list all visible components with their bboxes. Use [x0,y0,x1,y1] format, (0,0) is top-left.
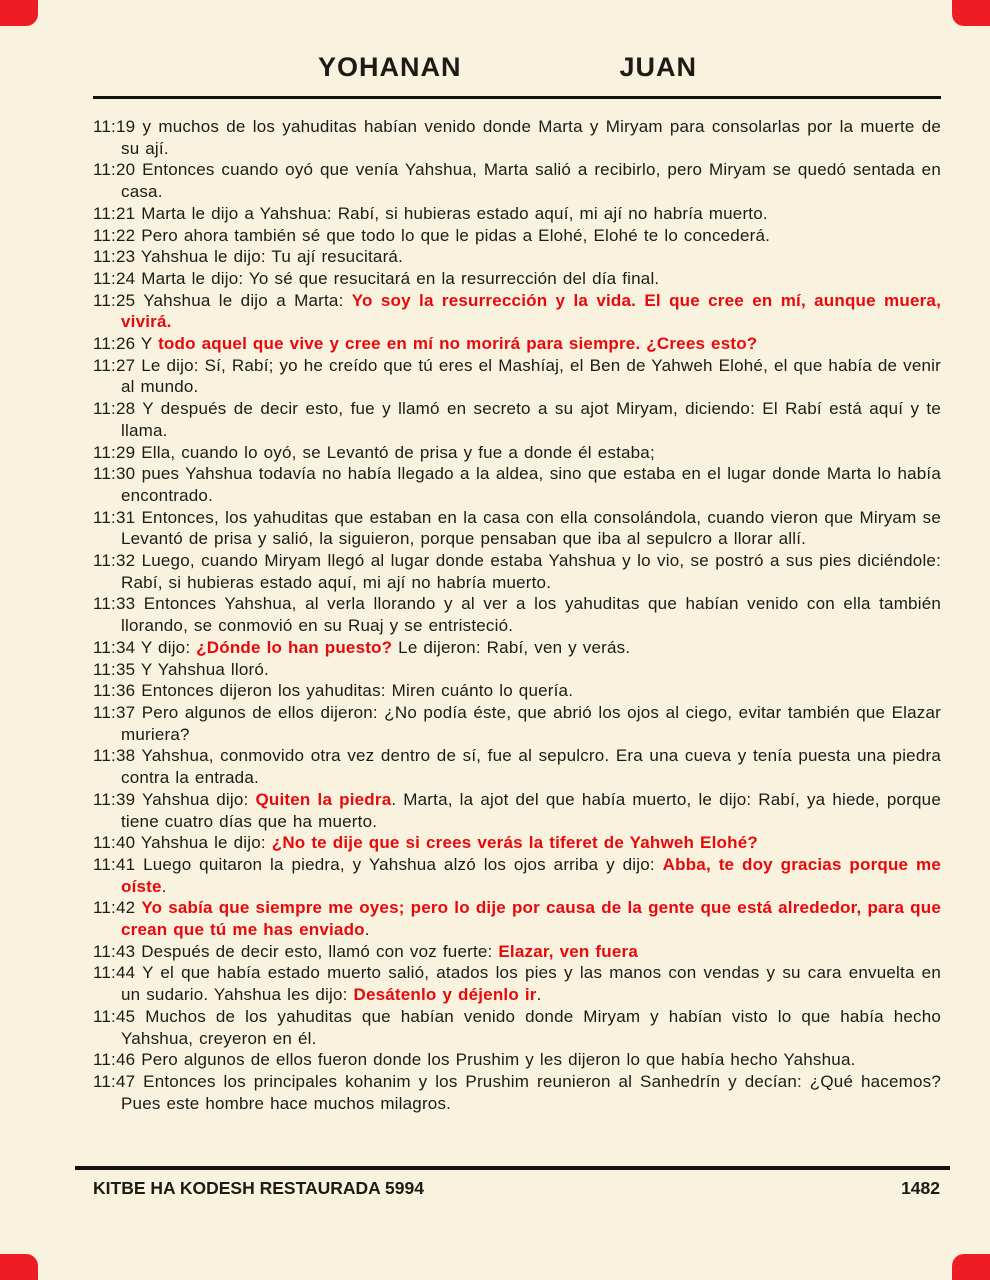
verse-number: 11:44 [93,963,143,983]
verse-number: 11:41 [93,854,144,874]
edition-title: KITBE HA KODESH RESTAURADA 5994 [93,1178,424,1198]
verse-number: 11:25 [93,290,144,310]
verse-list [93,116,941,1114]
verse-number: 11:40 [93,833,141,853]
highlighted-text: Abba, te doy gracias porque me oíste [121,854,941,896]
verse [93,550,941,593]
verse-text: Y después de decir esto, fue y llamó en secreto a su ajot Miryam, diciendo: El Rabí está aquí y te llama. [121,399,941,440]
verse [93,203,941,225]
verse-number: 11:24 [93,268,142,288]
verse-number: 11:20 [93,160,143,180]
verse [93,225,941,247]
verse-text: Y dijo: [140,637,197,657]
verse-number: 11:39 [93,789,142,809]
highlighted-text: todo aquel que vive y cree en mí no morirá para siempre. ¿Crees esto? [158,334,758,354]
verse-number: 11:46 [93,1050,142,1070]
verse-number: 11:33 [93,594,144,614]
verse-number: 11:34 [93,637,141,657]
highlighted-text: Yo sabía que siempre me oyes; pero lo dije por causa de la gente que está alrededor, para que crean que tú me has enviado [121,898,942,940]
verse [93,442,941,464]
verse-text: Yahshua, conmovido otra vez dentro de sí, fue al sepulcro. Era una cueva y tenía puesta una piedra contra la entrada. [121,746,942,788]
highlighted-text: ¿Dónde lo han puesto? [196,637,393,657]
verse-number: 11:30 [93,464,142,484]
verse [93,659,941,681]
highlighted-text: Yo soy la resurrección y la vida. El que cree en mí, aunque muera, vivirá. [121,290,941,332]
verse-text: Pero ahora también sé que todo lo que le pidas a Elohé, Elohé te lo concederá. [141,225,771,245]
corner-decoration-top-right [952,0,990,26]
verse [93,832,941,854]
verse-text: Y Yahshua lloró. [140,659,269,679]
header-rule [93,96,941,99]
page-body [93,0,941,1114]
verse-number: 11:27 [93,355,142,375]
page-footer [75,1166,950,1199]
verse [93,897,941,940]
verse-text: Marta le dijo a Yahshua: Rabí, si hubieras estado aquí, mi ají no habría muerto. [141,203,768,223]
verse-number: 11:28 [93,399,143,419]
verse-number: 11:21 [93,203,142,223]
verse-text: . [161,876,167,896]
verse-text: Luego quitaron la piedra, y Yahshua alzó los ojos arriba y dijo: [143,854,663,874]
verse-text: Pero algunos de ellos dijeron: ¿No podía éste, que abrió los ojos al ciego, evitar también que Elazar muriera? [121,702,942,744]
page-number: 1482 [901,1178,940,1198]
verse-number: 11:23 [93,247,141,267]
verse-number: 11:37 [93,702,142,722]
verse-text: Luego, cuando Miryam llegó al lugar donde estaba Yahshua y lo vio, se postró a sus pies diciéndole: Rabí, si hubieras estado aquí, mi ají no habría muerto. [121,551,942,592]
verse [93,1049,941,1071]
header-title-row [93,52,941,82]
verse-text: Después de decir esto, llamó con voz fuerte: [141,941,499,961]
verse-number: 11:42 [93,898,142,918]
verse [93,593,941,636]
verse [93,290,941,333]
verse-number: 11:19 [93,117,143,136]
verse-text: Entonces dijeron los yahuditas: Miren cuánto lo quería. [141,681,574,701]
verse-text: pues Yahshua todavía no había llegado a la aldea, sino que estaba en el lugar donde Marta lo había encontrado. [121,464,942,505]
verse [93,246,941,268]
verse [93,745,941,788]
highlighted-text: Elazar, ven fuera [498,941,638,961]
corner-decoration-bottom-left [0,1254,38,1280]
verse [93,398,941,441]
verse [93,507,941,550]
verse-number: 11:31 [93,507,142,527]
highlighted-text: Quiten la piedra [255,789,392,809]
verse-number: 11:29 [93,442,142,462]
verse [93,159,941,202]
verse [93,355,941,398]
verse-text: Entonces, los yahuditas que estaban en la casa con ella consolándola, cuando vieron que Miryam se Levantó de prisa y salió, la siguieron, porque pensaban que iba al sepulcro a llorar allí. [121,507,941,549]
book-title-spanish: JUAN [619,52,698,82]
verse [93,333,941,355]
verse [93,680,941,702]
verse-number: 11:38 [93,746,142,766]
verse [93,463,941,506]
verse [93,1071,941,1114]
verse-number: 11:35 [93,659,141,679]
verse [93,702,941,745]
corner-decoration-bottom-right [952,1254,990,1280]
verse-text: . [536,985,542,1005]
verse [93,854,941,897]
verse-text: Muchos de los yahuditas que habían venido donde Miryam y habían visto lo que había hecho Yahshua, creyeron en él. [121,1006,942,1048]
verse-number: 11:36 [93,681,142,701]
verse-text: Marta le dijo: Yo sé que resucitará en la resurrección del día final. [141,268,660,288]
page-header [93,0,941,99]
verse-text: Le dijeron: Rabí, ven y verás. [392,637,631,657]
verse-number: 11:22 [93,225,142,245]
verse-text: Entonces los principales kohanim y los Prushim reunieron al Sanhedrín y decían: ¿Qué hacemos? Pues este hombre hace muchos milagros. [121,1071,942,1113]
footer-row [75,1170,950,1199]
verse-text: y muchos de los yahuditas habían venido donde Marta y Miryam para consolarlas por la muerte de su ají. [121,117,942,158]
verse [93,637,941,659]
verse-text: Entonces cuando oyó que venía Yahshua, Marta salió a recibirlo, pero Miryam se quedó sentada en casa. [121,160,941,202]
verse-text: Yahshua le dijo: Tu ají resucitará. [140,247,404,267]
verse-text: . [364,920,370,940]
verse-text: Entonces Yahshua, al verla llorando y al ver a los yahuditas que habían venido con ella también llorando, se conmovió en su Ruaj y se entristeció. [121,594,941,636]
verse [93,1006,941,1049]
verse [93,789,941,832]
verse-number: 11:43 [93,941,142,961]
highlighted-text: ¿No te dije que si crees verás la tiferet de Yahweh Elohé? [271,833,758,853]
verse-number: 11:26 [93,334,141,354]
verse-text: Y [140,334,159,354]
highlighted-text: Desátenlo y déjenlo ir [353,985,537,1005]
verse-text: Y el que había estado muerto salió, atados los pies y las manos con vendas y su cara envuelta en un sudario. Yahshua les dijo: [121,963,941,1005]
corner-decoration-top-left [0,0,38,26]
verse-text: Le dijo: Sí, Rabí; yo he creído que tú eres el Mashíaj, el Ben de Yahweh Elohé, el que había de venir al mundo. [121,355,941,397]
verse-number: 11:32 [93,551,142,571]
verse [93,116,941,159]
verse-text: Yahshua dijo: [142,789,256,809]
verse-text: Pero algunos de ellos fueron donde los Prushim y les dijeron lo que había hecho Yahshua. [141,1050,856,1070]
book-title-hebrew: YOHANAN [318,52,462,82]
verse-number: 11:47 [93,1071,144,1091]
verse [93,962,941,1005]
verse-number: 11:45 [93,1006,146,1026]
verse [93,941,941,963]
verse-text: Ella, cuando lo oyó, se Levantó de prisa y fue a donde él estaba; [141,442,655,462]
verse-text: . Marta, la ajot del que había muerto, le dijo: Rabí, ya hiede, porque tiene cuatro días que ha muerto. [121,789,941,831]
verse [93,268,941,290]
verse-text: Yahshua le dijo: [140,833,272,853]
verse-text: Yahshua le dijo a Marta: [143,290,352,310]
